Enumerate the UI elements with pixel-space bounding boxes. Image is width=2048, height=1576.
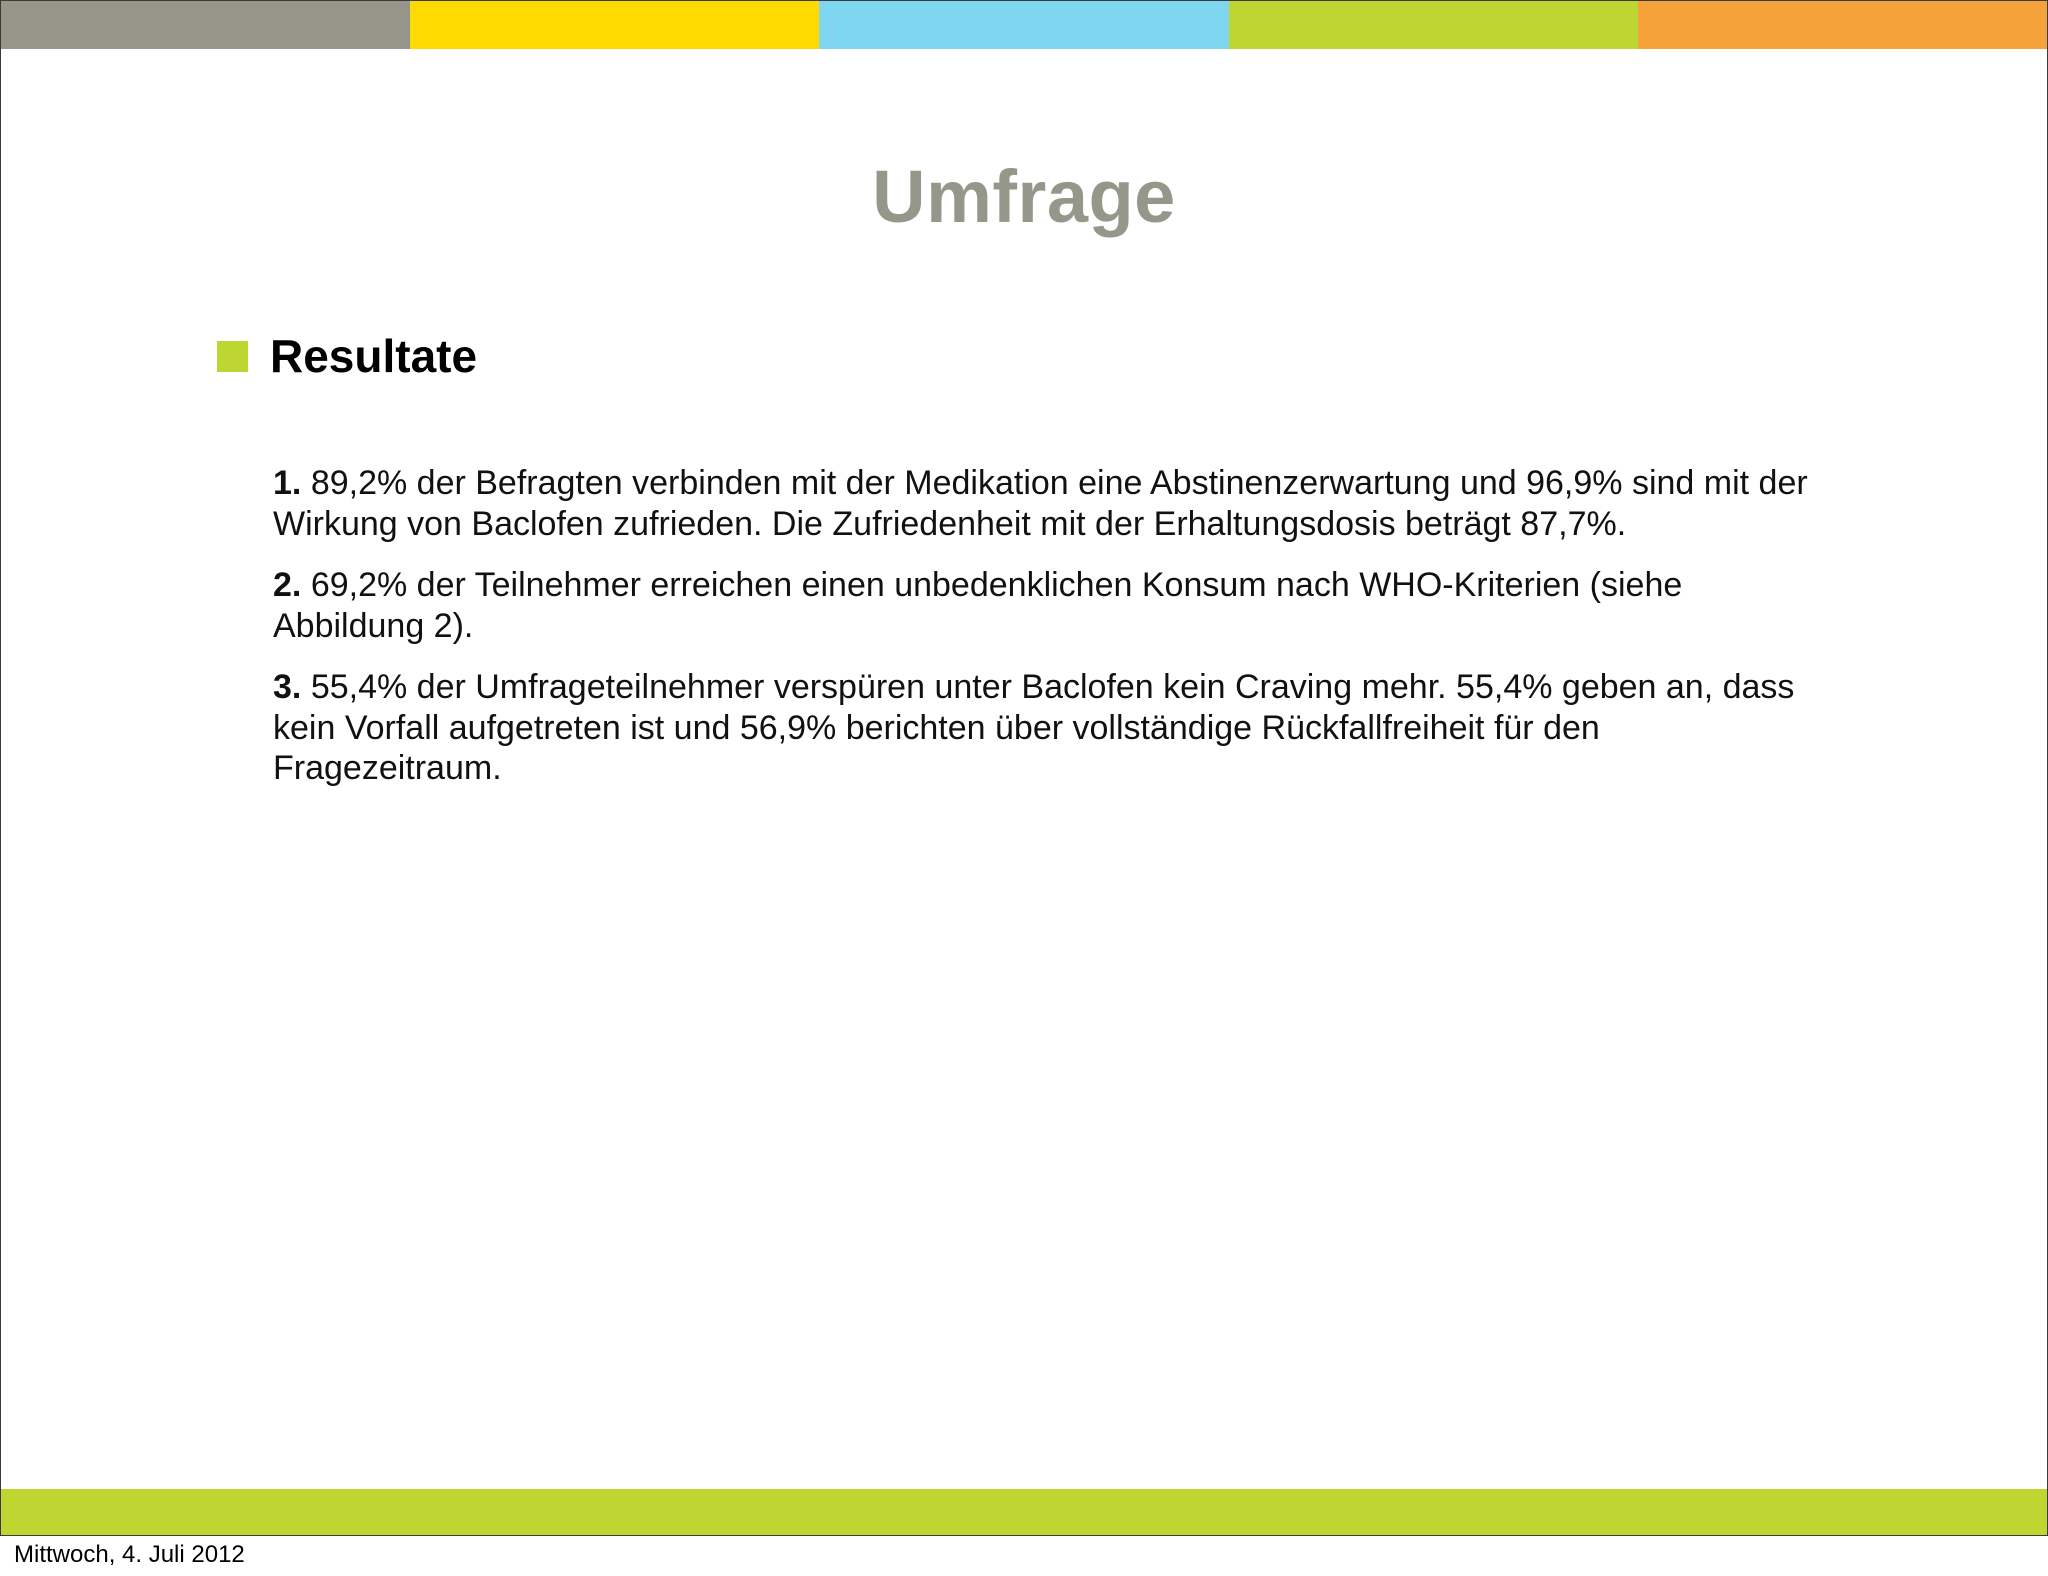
slide-title: Umfrage [872, 155, 1176, 238]
result-number: 3. [273, 668, 302, 706]
result-item [273, 565, 1833, 646]
result-number: 1. [273, 464, 302, 502]
stripe-segment-gray [1, 1, 410, 49]
stripe-segment-green [1229, 1, 1638, 49]
section-heading [217, 321, 477, 391]
results-list [273, 463, 1833, 810]
square-bullet-icon [217, 341, 248, 372]
result-item [273, 463, 1833, 544]
section-label: Resultate [270, 330, 478, 382]
color-stripe-bar [1, 1, 2047, 49]
stripe-segment-yellow [410, 1, 819, 49]
result-text: 55,4% der Umfrageteilnehmer verspüren unter Baclofen kein Craving mehr. 55,4% geben an, dass kein Vorfall aufgetreten ist und 56,9% berichten über vollständige Rückfallfreiheit für den Fragezeitraum. [273, 668, 1795, 787]
result-text: 89,2% der Befragten verbinden mit der Medikation eine Abstinenzerwartung und 96,9% sind mit der Wirkung von Baclofen zufrieden. Die Zufriedenheit mit der Erhaltungsdosis beträgt 87,7%. [273, 464, 1808, 543]
stripe-segment-blue [819, 1, 1228, 49]
result-item [273, 667, 1833, 789]
footer-date: Mittwoch, 4. Juli 2012 [14, 1541, 245, 1568]
result-number: 2. [273, 566, 302, 604]
stripe-segment-orange [1638, 1, 2047, 49]
bottom-color-bar [1, 1489, 2047, 1535]
result-text: 69,2% der Teilnehmer erreichen einen unbedenklichen Konsum nach WHO-Kriterien (siehe Abbildung 2). [273, 566, 1683, 645]
